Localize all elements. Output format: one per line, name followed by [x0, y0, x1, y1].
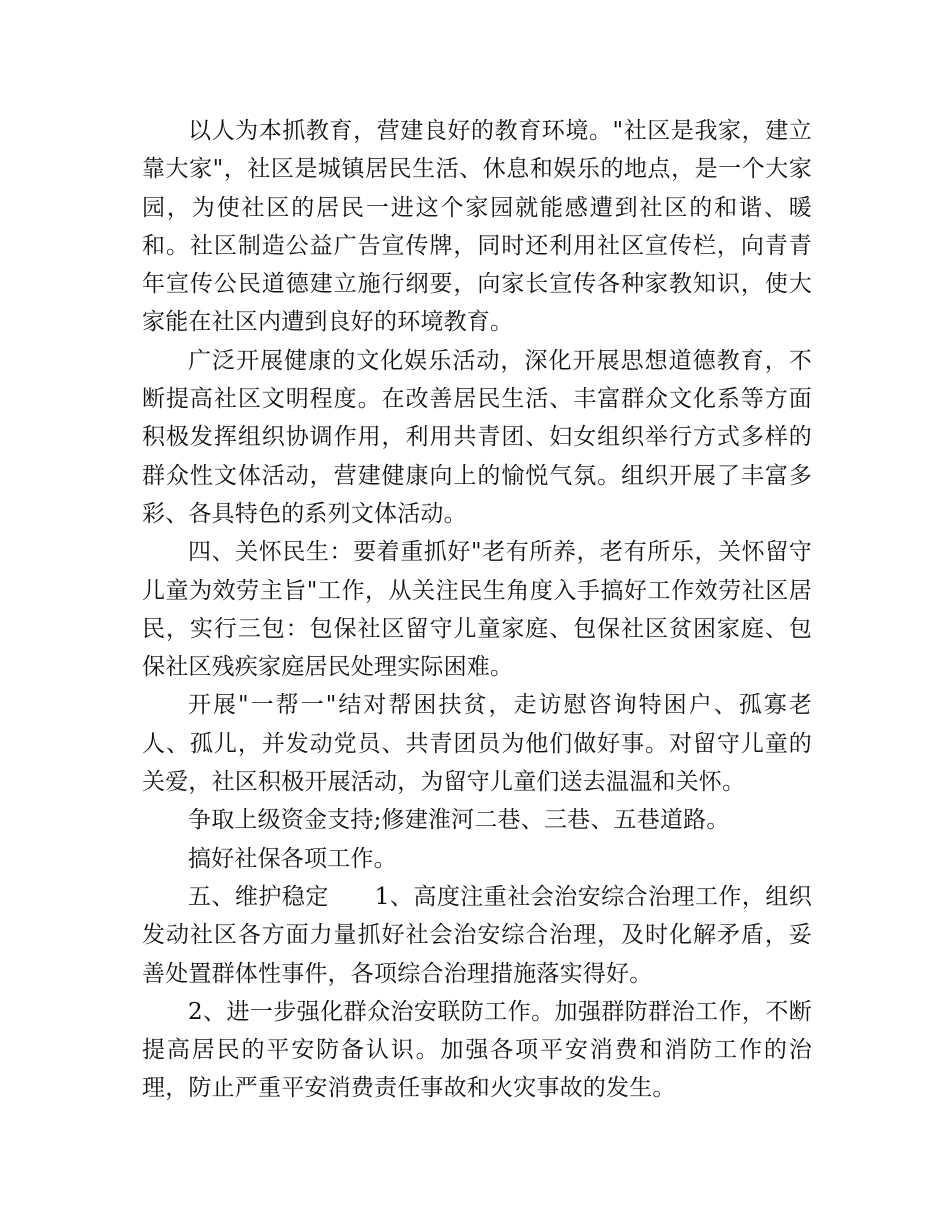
paragraph-social-security: 搞好社保各项工作。	[188, 845, 397, 872]
paragraph-care-for-livelihood: 四、关怀民生：要着重抓好"老有所养，老有所乐，关怀留守儿童为效劳主旨"工作，从关注民生角度入手搞好工作效劳社区居民，实行三包：包保社区留守儿童家庭、包保社区贫困家庭、包保社区残疾家庭居民处理实际困难。	[142, 539, 812, 681]
paragraph-education-environment: 以人为本抓教育，营建良好的教育环境。"社区是我家，建立靠大家"，社区是城镇居民生活、休息和娱乐的地点，是一个大家园，为使社区的居民一进这个家园就能感遭到社区的和谐、暖和。社区制造公益广告宣传牌，同时还利用社区宣传栏，向青青年宣传公民道德建立施行纲要，向家长宣传各种家教知识，使大家能在社区内遭到良好的环境教育。	[142, 118, 812, 336]
section-heading-stability: 五、维护稳定	[188, 883, 329, 910]
stability-item-1: 1、高度注重社会治安综合治理工作，组织发动社区各方面力量抓好社会治安综合治理，及时化解矛盾，妥善处置群体性事件，各项综合治理措施落实得好。	[142, 883, 812, 987]
document-body	[142, 112, 812, 1108]
paragraph-public-security: 2、进一步强化群众治安联防工作。加强群防群治工作，不断提高居民的平安防备认识。加强各项平安消费和消防工作的治理，防止严重平安消费责任事故和火灾事故的发生。	[142, 998, 812, 1102]
paragraph-cultural-activities: 广泛开展健康的文化娱乐活动，深化开展思想道德教育，不断提高社区文明程度。在改善居民生活、丰富群众文化系等方面积极发挥组织协调作用，利用共青团、妇女组织举行方式多样的群众性文体活动，营建健康向上的愉悦气氛。组织开展了丰富多彩、各具特色的系列文体活动。	[142, 347, 812, 527]
paragraph-road-construction: 争取上级资金支持;修建淮河二巷、三巷、五巷道路。	[188, 807, 730, 834]
paragraph-poverty-assistance: 开展"一帮一"结对帮困扶贫，走访慰咨询特困户、孤寡老人、孤儿，并发动党员、共青团员为他们做好事。对留守儿童的关爱，社区积极开展活动，为留守儿童们送去温温和关怀。	[142, 692, 812, 796]
paragraph-maintain-stability	[142, 878, 812, 993]
